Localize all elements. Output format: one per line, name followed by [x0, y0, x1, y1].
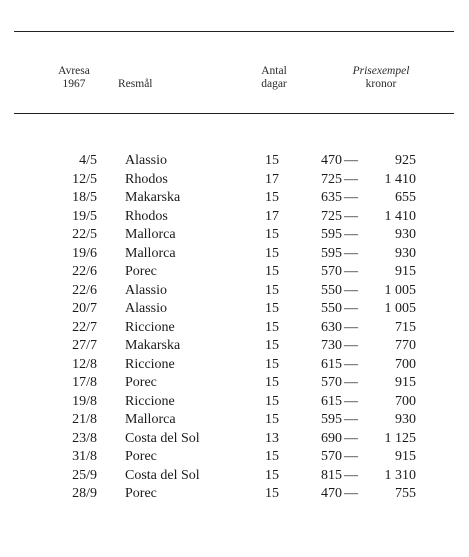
departure-date: 22/6 [72, 282, 97, 298]
days-count: 15 [265, 467, 279, 483]
days-count: 15 [265, 319, 279, 335]
table-row [0, 393, 469, 412]
table-row [0, 430, 469, 449]
price-low: 595 [321, 227, 342, 242]
table-row [0, 337, 469, 356]
days-count: 15 [265, 338, 279, 353]
price-dash: — [344, 171, 358, 187]
departure-date: 20/7 [72, 301, 97, 316]
days-count: 15 [265, 264, 279, 279]
departure-date: 22/7 [72, 319, 97, 335]
price-high: 700 [395, 356, 416, 372]
days-count: 15 [265, 190, 279, 205]
price-dash: — [344, 153, 358, 168]
price-high: 915 [395, 449, 416, 464]
header-departure [44, 65, 104, 91]
price-low: 815 [321, 467, 342, 483]
price-low: 570 [321, 264, 342, 279]
header-days-line2: dagar [261, 78, 287, 90]
price-high: 915 [395, 375, 416, 390]
price-dash: — [344, 245, 358, 261]
departure-date: 21/8 [72, 412, 97, 427]
days-count: 15 [265, 301, 279, 316]
price-dash: — [344, 449, 358, 464]
days-count: 15 [265, 449, 279, 464]
price-high: 930 [395, 245, 416, 261]
price-dash: — [344, 227, 358, 242]
days-count: 15 [265, 227, 279, 242]
price-low: 570 [321, 449, 342, 464]
destination: Porec [125, 449, 157, 464]
days-count: 15 [265, 393, 279, 409]
departure-date: 22/5 [72, 227, 97, 242]
destination: Alassio [125, 301, 167, 316]
departure-date: 18/5 [72, 190, 97, 205]
destination: Costa del Sol [125, 430, 200, 446]
table-row [0, 448, 469, 467]
departure-date: 4/5 [79, 153, 97, 168]
price-low: 570 [321, 375, 342, 390]
price-low: 690 [321, 430, 342, 446]
departure-date: 17/8 [72, 375, 97, 390]
days-count: 15 [265, 153, 279, 168]
header-price-line2: kronor [365, 78, 397, 90]
destination: Rhodos [125, 171, 168, 187]
departure-date: 28/9 [72, 486, 97, 501]
departure-date: 25/9 [72, 467, 97, 483]
destination: Makarska [125, 338, 181, 353]
header-destination-label: Resmål [118, 78, 153, 90]
price-low: 595 [321, 412, 342, 427]
price-low: 725 [321, 208, 342, 224]
departure-date: 31/8 [72, 449, 97, 464]
table-row [0, 245, 469, 264]
destination: Mallorca [125, 245, 176, 261]
destination: Mallorca [125, 227, 176, 242]
price-dash: — [344, 467, 358, 483]
departure-date: 12/5 [72, 171, 97, 187]
table-row [0, 282, 469, 301]
price-low: 615 [321, 356, 342, 372]
top-rule [14, 31, 454, 32]
table-row [0, 319, 469, 338]
departure-date: 27/7 [72, 338, 97, 353]
destination: Riccione [125, 356, 175, 372]
destination: Alassio [125, 282, 167, 298]
header-departure-line2: 1967 [62, 78, 86, 90]
days-count: 15 [265, 412, 279, 427]
table-row [0, 189, 469, 208]
price-dash: — [344, 375, 358, 390]
departure-date: 19/6 [72, 245, 97, 261]
price-dash: — [344, 301, 358, 316]
price-dash: — [344, 282, 358, 298]
price-dash: — [344, 393, 358, 409]
price-low: 630 [321, 319, 342, 335]
price-dash: — [344, 319, 358, 335]
price-low: 550 [321, 282, 342, 298]
table-row [0, 208, 469, 227]
days-count: 15 [265, 375, 279, 390]
table-body [0, 152, 469, 504]
price-high: 915 [395, 264, 416, 279]
price-dash: — [344, 430, 358, 446]
days-count: 17 [265, 208, 279, 224]
price-high: 1 310 [384, 467, 416, 483]
destination: Porec [125, 486, 157, 501]
header-price-line1: Prisexempel [352, 65, 410, 77]
price-high: 1 410 [384, 171, 416, 187]
price-high: 1 410 [384, 208, 416, 224]
header-days-line1: Antal [261, 65, 287, 77]
table-row [0, 356, 469, 375]
header-price [336, 65, 426, 91]
days-count: 13 [265, 430, 279, 446]
table-row [0, 300, 469, 319]
destination: Costa del Sol [125, 467, 200, 483]
table-row [0, 374, 469, 393]
price-low: 635 [321, 190, 342, 205]
price-high: 1 005 [384, 282, 416, 298]
table-row [0, 171, 469, 190]
days-count: 15 [265, 486, 279, 501]
departure-date: 23/8 [72, 430, 97, 446]
price-high: 770 [395, 338, 416, 353]
departure-date: 22/6 [72, 264, 97, 279]
header-destination [118, 78, 153, 91]
price-dash: — [344, 338, 358, 353]
departure-date: 19/5 [72, 208, 97, 224]
days-count: 15 [265, 356, 279, 372]
table-row [0, 152, 469, 171]
price-high: 700 [395, 393, 416, 409]
price-high: 925 [395, 153, 416, 168]
destination: Riccione [125, 319, 175, 335]
days-count: 15 [265, 245, 279, 261]
destination: Mallorca [125, 412, 176, 427]
price-dash: — [344, 190, 358, 205]
table-row [0, 411, 469, 430]
destination: Porec [125, 375, 157, 390]
table-row [0, 263, 469, 282]
price-high: 930 [395, 412, 416, 427]
destination: Makarska [125, 190, 181, 205]
price-low: 730 [321, 338, 342, 353]
price-low: 725 [321, 171, 342, 187]
destination: Alassio [125, 153, 167, 168]
header-departure-line1: Avresa [58, 65, 90, 77]
price-dash: — [344, 486, 358, 501]
price-high: 755 [395, 486, 416, 501]
price-high: 930 [395, 227, 416, 242]
destination: Rhodos [125, 208, 168, 224]
price-low: 470 [321, 153, 342, 168]
price-high: 1 125 [384, 430, 416, 446]
price-low: 470 [321, 486, 342, 501]
departure-date: 12/8 [72, 356, 97, 372]
departure-date: 19/8 [72, 393, 97, 409]
price-low: 615 [321, 393, 342, 409]
table-row [0, 467, 469, 486]
price-dash: — [344, 208, 358, 224]
price-low: 595 [321, 245, 342, 261]
destination: Riccione [125, 393, 175, 409]
price-high: 1 005 [384, 301, 416, 316]
price-high: 655 [395, 190, 416, 205]
price-dash: — [344, 412, 358, 427]
price-high: 715 [395, 319, 416, 335]
table-row [0, 485, 469, 504]
price-dash: — [344, 264, 358, 279]
table-row [0, 226, 469, 245]
header-rule [14, 113, 454, 114]
destination: Porec [125, 264, 157, 279]
price-dash: — [344, 356, 358, 372]
days-count: 15 [265, 282, 279, 298]
days-count: 17 [265, 171, 279, 187]
header-days [246, 65, 302, 91]
price-low: 550 [321, 301, 342, 316]
